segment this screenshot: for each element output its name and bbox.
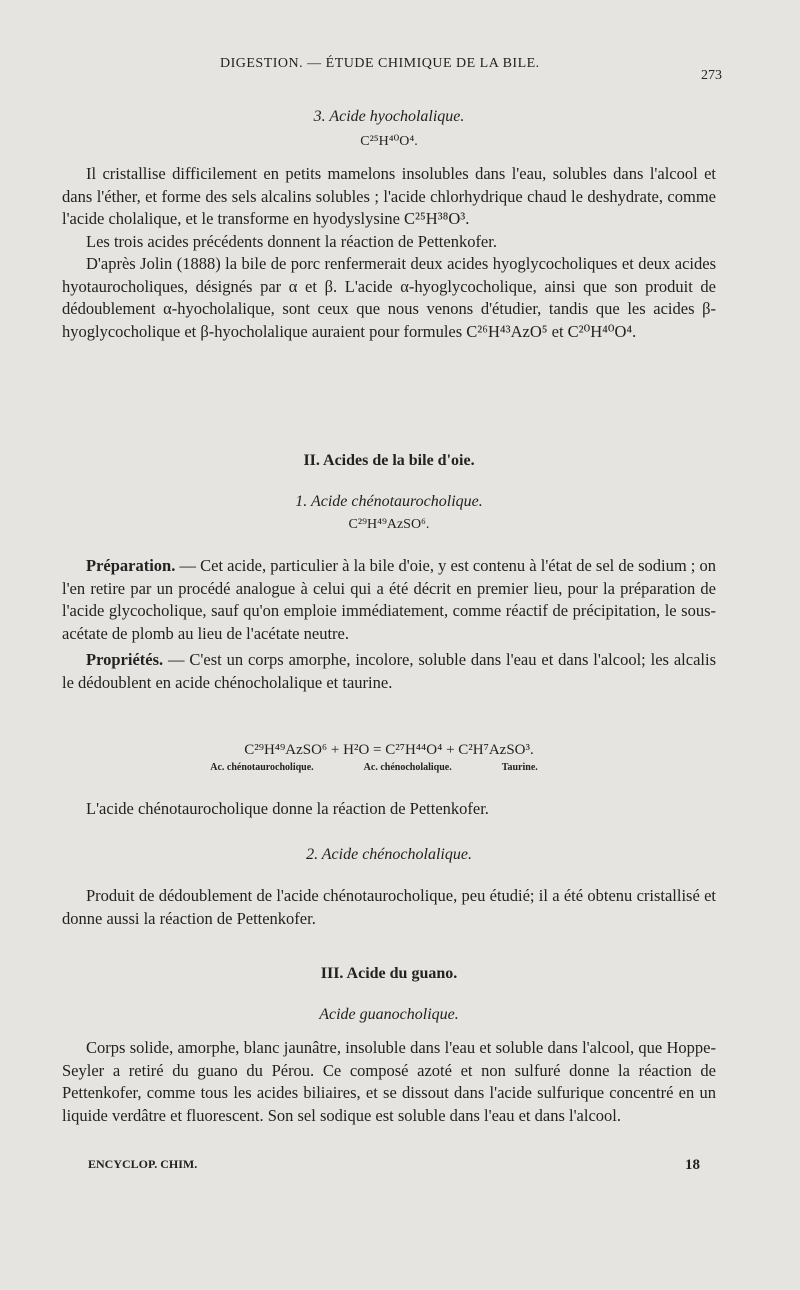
preparation-label: Préparation. (86, 556, 176, 575)
pettenkofer-paragraph: L'acide chénotaurocholique donne la réaction de Pettenkofer. (86, 799, 489, 818)
footer-sheet-number: 18 (685, 1157, 700, 1173)
guano-paragraph: Corps solide, amorphe, blanc jaunâtre, insoluble dans l'eau et soluble dans l'alcool, que Hoppe-Seyler a retiré du guano du Pérou. Ce composé azoté et non sulfuré donne la réaction de Pettenkofer, comme tous les acides biliaires, et se dissout dans l'acide sulfurique concentré en un liquide verdâtre et fluorescent. Son sel sodique est soluble dans l'eau et dans l'alcool. (62, 1038, 716, 1125)
footer-signature: ENCYCLOP. CHIM. (88, 1157, 198, 1171)
properties-paragraph (62, 649, 716, 694)
page-footer (88, 1157, 700, 1174)
properties-label: Propriétés. (86, 650, 164, 669)
equation-label-1: Ac. chénotaurocholique. (210, 762, 314, 773)
pettenkofer-block (62, 798, 716, 821)
s3-formula: C²⁵H⁴⁰O⁴. (360, 134, 418, 149)
s2-title: 2. Acide chénocholalique. (306, 846, 472, 863)
s1-title: 1. Acide chénotaurocholique. (295, 493, 483, 510)
s3-paragraph-1: Il cristallise difficilement en petits mamelons insolubles dans l'eau, solubles dans l'alcool et dans l'éther, et forme des sels alcalins solubles ; l'acide chlorhydrique chaud le deshydrate, comme l'acide cholalique, et le transforme en hyodyslysine C²⁵H³⁸O³. (62, 164, 716, 228)
equation-labels (62, 762, 716, 773)
running-title: DIGESTION. — ÉTUDE CHIMIQUE DE LA BILE. (220, 56, 540, 71)
equation-block (62, 742, 716, 773)
guano-block (62, 1037, 716, 1127)
section-iii-title: III. Acide du guano. (320, 965, 458, 982)
preparation-block (62, 555, 716, 694)
s2-block (62, 885, 716, 930)
preparation-text: — Cet acide, particulier à la bile d'oie, y est contenu à l'état de sel de sodium ; on l'en retire par un procédé analogue à celui qui a été décrit en premier lieu, pour la préparation de l'acide glycocholique, sauf qu'on emploie immédiatement, comme réactif de précipitation, le sous-acétate de plomb au lieu de l'acétate neutre. (62, 556, 717, 643)
s3-title: 3. Acide hyocholalique. (313, 108, 465, 125)
equation-label-3: Taurine. (501, 762, 538, 773)
guano-subtitle: Acide guanocholique. (319, 1006, 459, 1023)
s3-block (62, 163, 716, 343)
preparation-paragraph (62, 555, 716, 645)
page-number: 273 (701, 68, 722, 83)
equation-label-2: Ac. chénocholalique. (363, 762, 452, 773)
s3-paragraph-2: Les trois acides précédents donnent la réaction de Pettenkofer. (86, 231, 497, 251)
section-ii-title: II. Acides de la bile d'oie. (303, 452, 475, 469)
equation: C²⁹H⁴⁹AzSO⁶ + H²O = C²⁷H⁴⁴O⁴ + C²H⁷AzSO³. (244, 742, 534, 758)
s3-paragraph-3: D'après Jolin (1888) la bile de porc renfermerait deux acides hyoglycocholiques et deux acides hyotaurocholiques, désignés par α et β. L'acide α-hyoglycocholique, ainsi que son produit de dédoublement α-hyocholalique, sont ceux que nous venons d'étudier, tandis que les acides β-hyoglycocholique et β-hyocholalique auraient pour formules C²⁶H⁴³AzO⁵ et C²⁰H⁴⁰O⁴. (62, 254, 716, 341)
properties-text: — C'est un corps amorphe, incolore, soluble dans l'eau et dans l'alcool; les alcalis le dédoublent en acide chénocholalique et taurine. (62, 650, 716, 692)
s2-paragraph: Produit de dédoublement de l'acide chénotaurocholique, peu étudié; il a été obtenu cristallisé et donne aussi la réaction de Pettenkofer. (62, 886, 716, 928)
s1-formula: C²⁹H⁴⁹AzSO⁶. (348, 517, 430, 532)
